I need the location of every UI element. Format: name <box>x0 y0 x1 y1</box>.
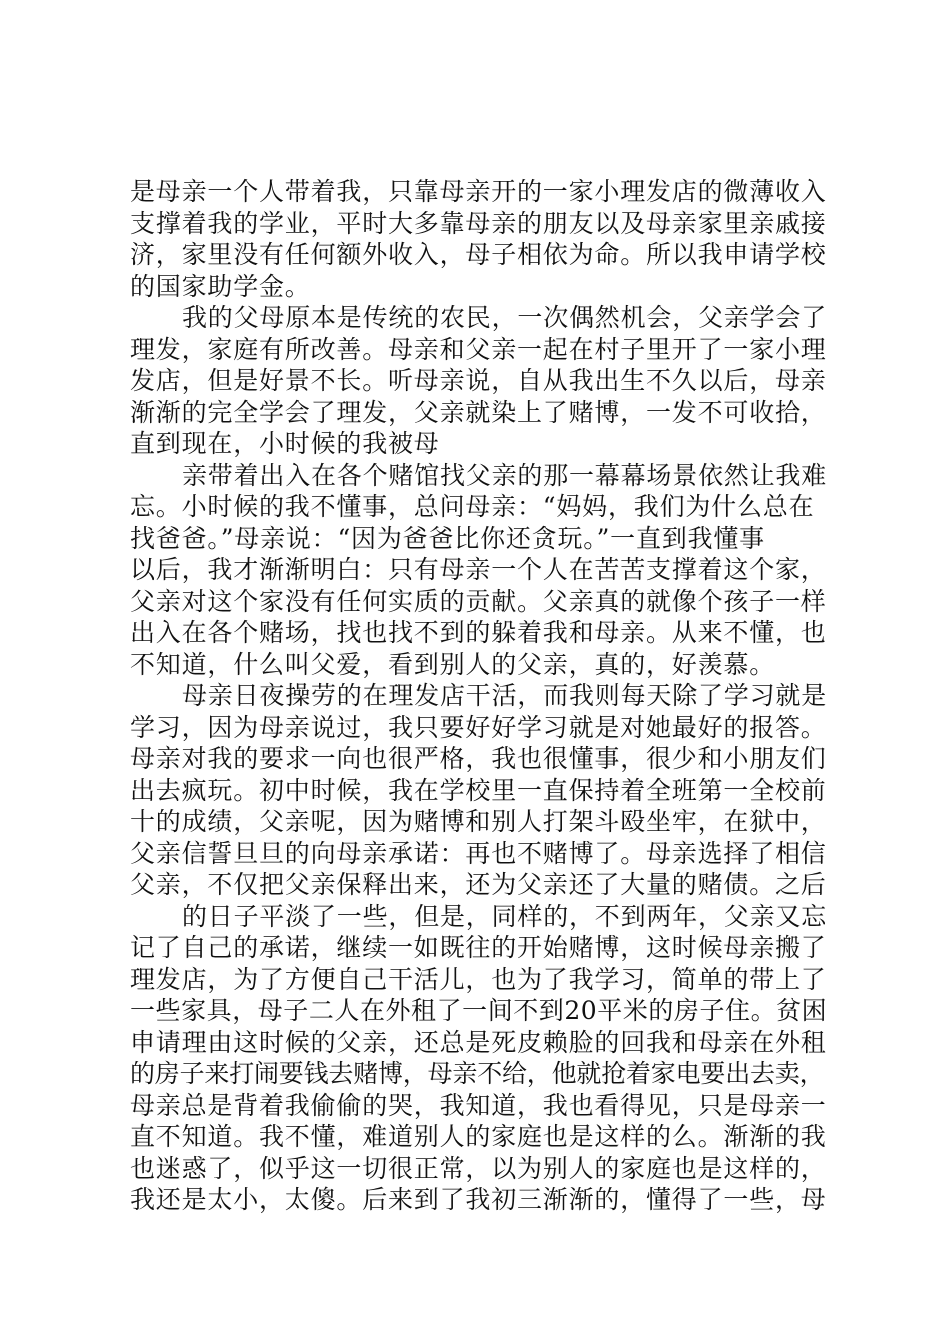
text-line: 出去疯玩。初中时候，我在学校里一直保持着全班第一全校前 <box>130 775 827 805</box>
text-line: 父亲，不仅把父亲保释出来，还为父亲还了大量的赌债。之后 <box>130 870 827 899</box>
text-line: 找爸爸。”母亲说：“因为爸爸比你还贪玩。”一直到我懂事 <box>130 523 765 553</box>
text-line: 母亲对我的要求一向也很严格，我也很懂事，很少和小朋友们 <box>130 744 827 773</box>
text-line: 的房子来打闹要钱去赌博，母亲不给，他就抢着家电要出去卖， <box>130 1059 825 1088</box>
text-line: 我还是太小，太傻。后来到了我初三渐渐的，懂得了一些，母 <box>130 1185 827 1214</box>
text-line: 渐渐的完全学会了理发，父亲就染上了赌博，一发不可收拾， <box>130 397 827 427</box>
text-line: 亲带着出入在各个赌馆找父亲的那一幕幕场景依然让我难 <box>182 460 828 490</box>
text-line: 理发店，为了方便自己干活儿，也为了我学习，简单的带上了 <box>130 964 827 994</box>
text-line: 学习，因为母亲说过，我只要好好学习就是对她最好的报答。 <box>130 712 827 742</box>
text-line: 也迷惑了，似乎这一切很正常，以为别人的家庭也是这样的， <box>130 1153 827 1183</box>
text-line: 母亲总是背着我偷偷的哭，我知道，我也看得见，只是母亲一 <box>130 1090 827 1120</box>
text-line: 申请理由这时候的父亲，还总是死皮赖脸的回我和母亲在外租 <box>130 1027 827 1057</box>
document-body-text <box>130 176 830 1216</box>
text-line: 父亲对这个家没有任何实质的贡献。父亲真的就像个孩子一样 <box>130 586 827 616</box>
text-line: 直不知道。我不懂，难道别人的家庭也是这样的么。渐渐的我 <box>130 1122 827 1151</box>
text-line: 父亲信誓旦旦的向母亲承诺：再也不赌博了。母亲选择了相信 <box>130 838 827 868</box>
text-line: 不知道，什么叫父爱，看到别人的父亲，真的，好羡慕。 <box>130 649 776 679</box>
text-line: 忘。小时候的我不懂事，总问母亲：“妈妈，我们为什么总在 <box>130 492 815 521</box>
text-line: 济，家里没有任何额外收入，母子相依为命。所以我申请学校 <box>130 240 827 269</box>
text-line: 我的父母原本是传统的农民，一次偶然机会，父亲学会了 <box>182 303 828 332</box>
text-line: 一些家具，母子二人在外租了一间不到20平米的房子住。贫困 <box>130 996 828 1025</box>
text-line: 出入在各个赌场，找也找不到的躲着我和母亲。从来不懂，也 <box>130 618 827 647</box>
text-line: 以后，我才渐渐明白：只有母亲一个人在苦苦支撑着这个家， <box>130 555 827 584</box>
text-line: 母亲日夜操劳的在理发店干活，而我则每天除了学习就是 <box>182 681 828 710</box>
text-line: 的日子平淡了一些，但是，同样的，不到两年，父亲又忘 <box>182 901 828 931</box>
text-line: 十的成绩，父亲呢，因为赌博和别人打架斗殴坐牢，在狱中， <box>130 807 827 836</box>
text-line: 记了自己的承诺，继续一如既往的开始赌博，这时候母亲搬了 <box>130 933 827 962</box>
text-line: 支撑着我的学业，平时大多靠母亲的朋友以及母亲家里亲戚接 <box>130 208 827 238</box>
text-line: 发店，但是好景不长。听母亲说，自从我出生不久以后，母亲 <box>130 366 827 395</box>
text-line: 的国家助学金。 <box>130 271 311 301</box>
text-line: 是母亲一个人带着我，只靠母亲开的一家小理发店的微薄收入 <box>130 177 827 206</box>
text-line: 理发，家庭有所改善。母亲和父亲一起在村子里开了一家小理 <box>130 334 827 364</box>
text-line: 直到现在，小时候的我被母 <box>130 429 440 458</box>
